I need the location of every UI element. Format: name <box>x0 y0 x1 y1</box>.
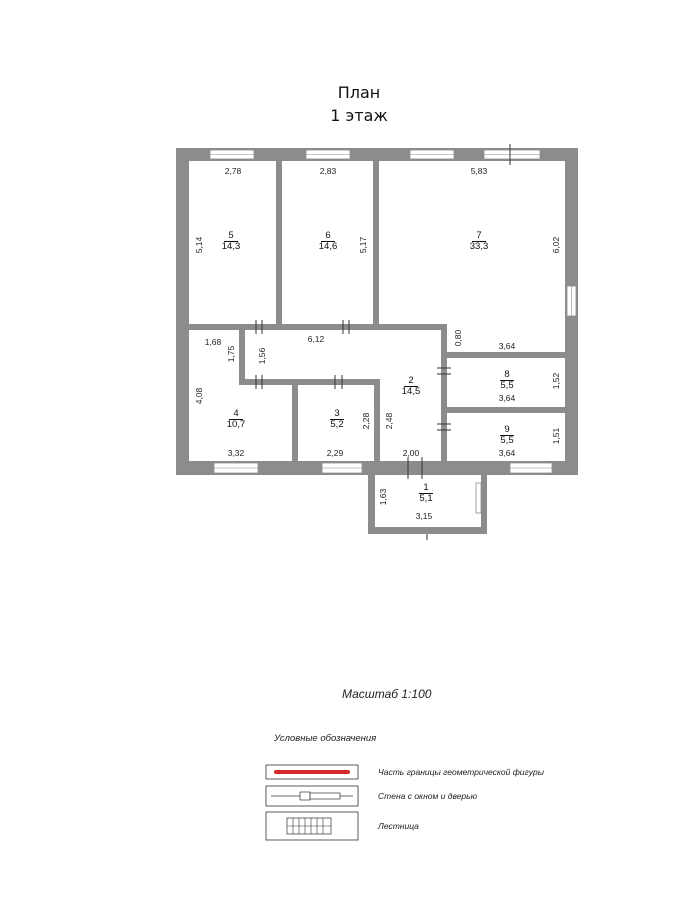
room-area: 14,3 <box>221 241 241 252</box>
room-area: 5,5 <box>500 380 514 391</box>
room-label-6 <box>308 231 348 252</box>
plan-subtitle: 1 этаж <box>330 106 388 125</box>
room-label-8 <box>487 370 527 391</box>
porch-window <box>476 483 481 513</box>
room-area: 14,6 <box>318 241 338 252</box>
dimension-r4-side: 4,08 <box>194 387 204 405</box>
room-number: 4 <box>229 409 242 420</box>
dimension-r6-side: 5,17 <box>358 236 368 254</box>
dimension-r3-side: 2,28 <box>361 412 371 430</box>
dimension-r5-side: 5,14 <box>194 236 204 254</box>
legend-item-boundary: Часть границы геометрической фигуры <box>378 767 544 777</box>
dimension-r1-side: 1,63 <box>378 488 388 506</box>
room-area: 5,5 <box>500 435 514 446</box>
legend-item-stairs: Лестница <box>378 821 419 831</box>
dimension-r5-top: 2,78 <box>224 166 242 176</box>
dimension-r7-side: 6,02 <box>551 236 561 254</box>
door-marks <box>256 144 510 540</box>
room-number: 5 <box>224 231 237 242</box>
room-area: 33,3 <box>469 241 489 252</box>
room-label-2 <box>391 376 431 397</box>
room-number: 8 <box>500 370 513 381</box>
room-number: 7 <box>472 231 485 242</box>
dimension-r6-top: 2,83 <box>319 166 337 176</box>
room-area: 14,5 <box>401 386 421 397</box>
room-number: 2 <box>404 376 417 387</box>
dimension-r8-side: 1,52 <box>551 372 561 390</box>
room-label-4 <box>216 409 256 430</box>
dimension-r9-bottom: 3,64 <box>498 448 516 458</box>
dimension-r7-small: 0,80 <box>453 329 463 347</box>
room-label-3 <box>317 409 357 430</box>
dimension-r4-bottom: 3,32 <box>227 448 245 458</box>
dimension-r9-side: 1,51 <box>551 427 561 445</box>
room-number: 9 <box>500 425 513 436</box>
room-number: 1 <box>419 483 432 494</box>
dimension-r8-bottom: 3,64 <box>498 393 516 403</box>
dimension-r7-bottom: 3,64 <box>498 341 516 351</box>
room-label-1 <box>406 483 446 504</box>
room-label-7 <box>459 231 499 252</box>
dimension-r3-bottom: 2,29 <box>326 448 344 458</box>
scale-label: Масштаб 1:100 <box>342 687 432 701</box>
room-number: 3 <box>330 409 343 420</box>
room-label-9 <box>487 425 527 446</box>
room-number: 6 <box>321 231 334 242</box>
dimension-r2-bottom: 2,00 <box>402 448 420 458</box>
dimension-r7-top: 5,83 <box>470 166 488 176</box>
legend-title: Условные обозначения <box>274 733 377 744</box>
legend-item-wall: Стена с окном и дверью <box>378 791 478 801</box>
dimension-corr-top: 6,12 <box>307 334 325 344</box>
dimension-r2-side: 2,48 <box>384 412 394 430</box>
room-area: 10,7 <box>226 419 246 430</box>
dimension-r4-top: 1,68 <box>204 337 222 347</box>
dimension-r4-notch: 1,75 <box>226 345 236 363</box>
plan-title: План <box>337 83 381 102</box>
room-area: 5,2 <box>330 419 344 430</box>
dimension-corr-left: 1,56 <box>257 347 267 365</box>
room-label-5 <box>211 231 251 252</box>
room-area: 5,1 <box>419 493 433 504</box>
dimension-r1-bottom: 3,15 <box>415 511 433 521</box>
